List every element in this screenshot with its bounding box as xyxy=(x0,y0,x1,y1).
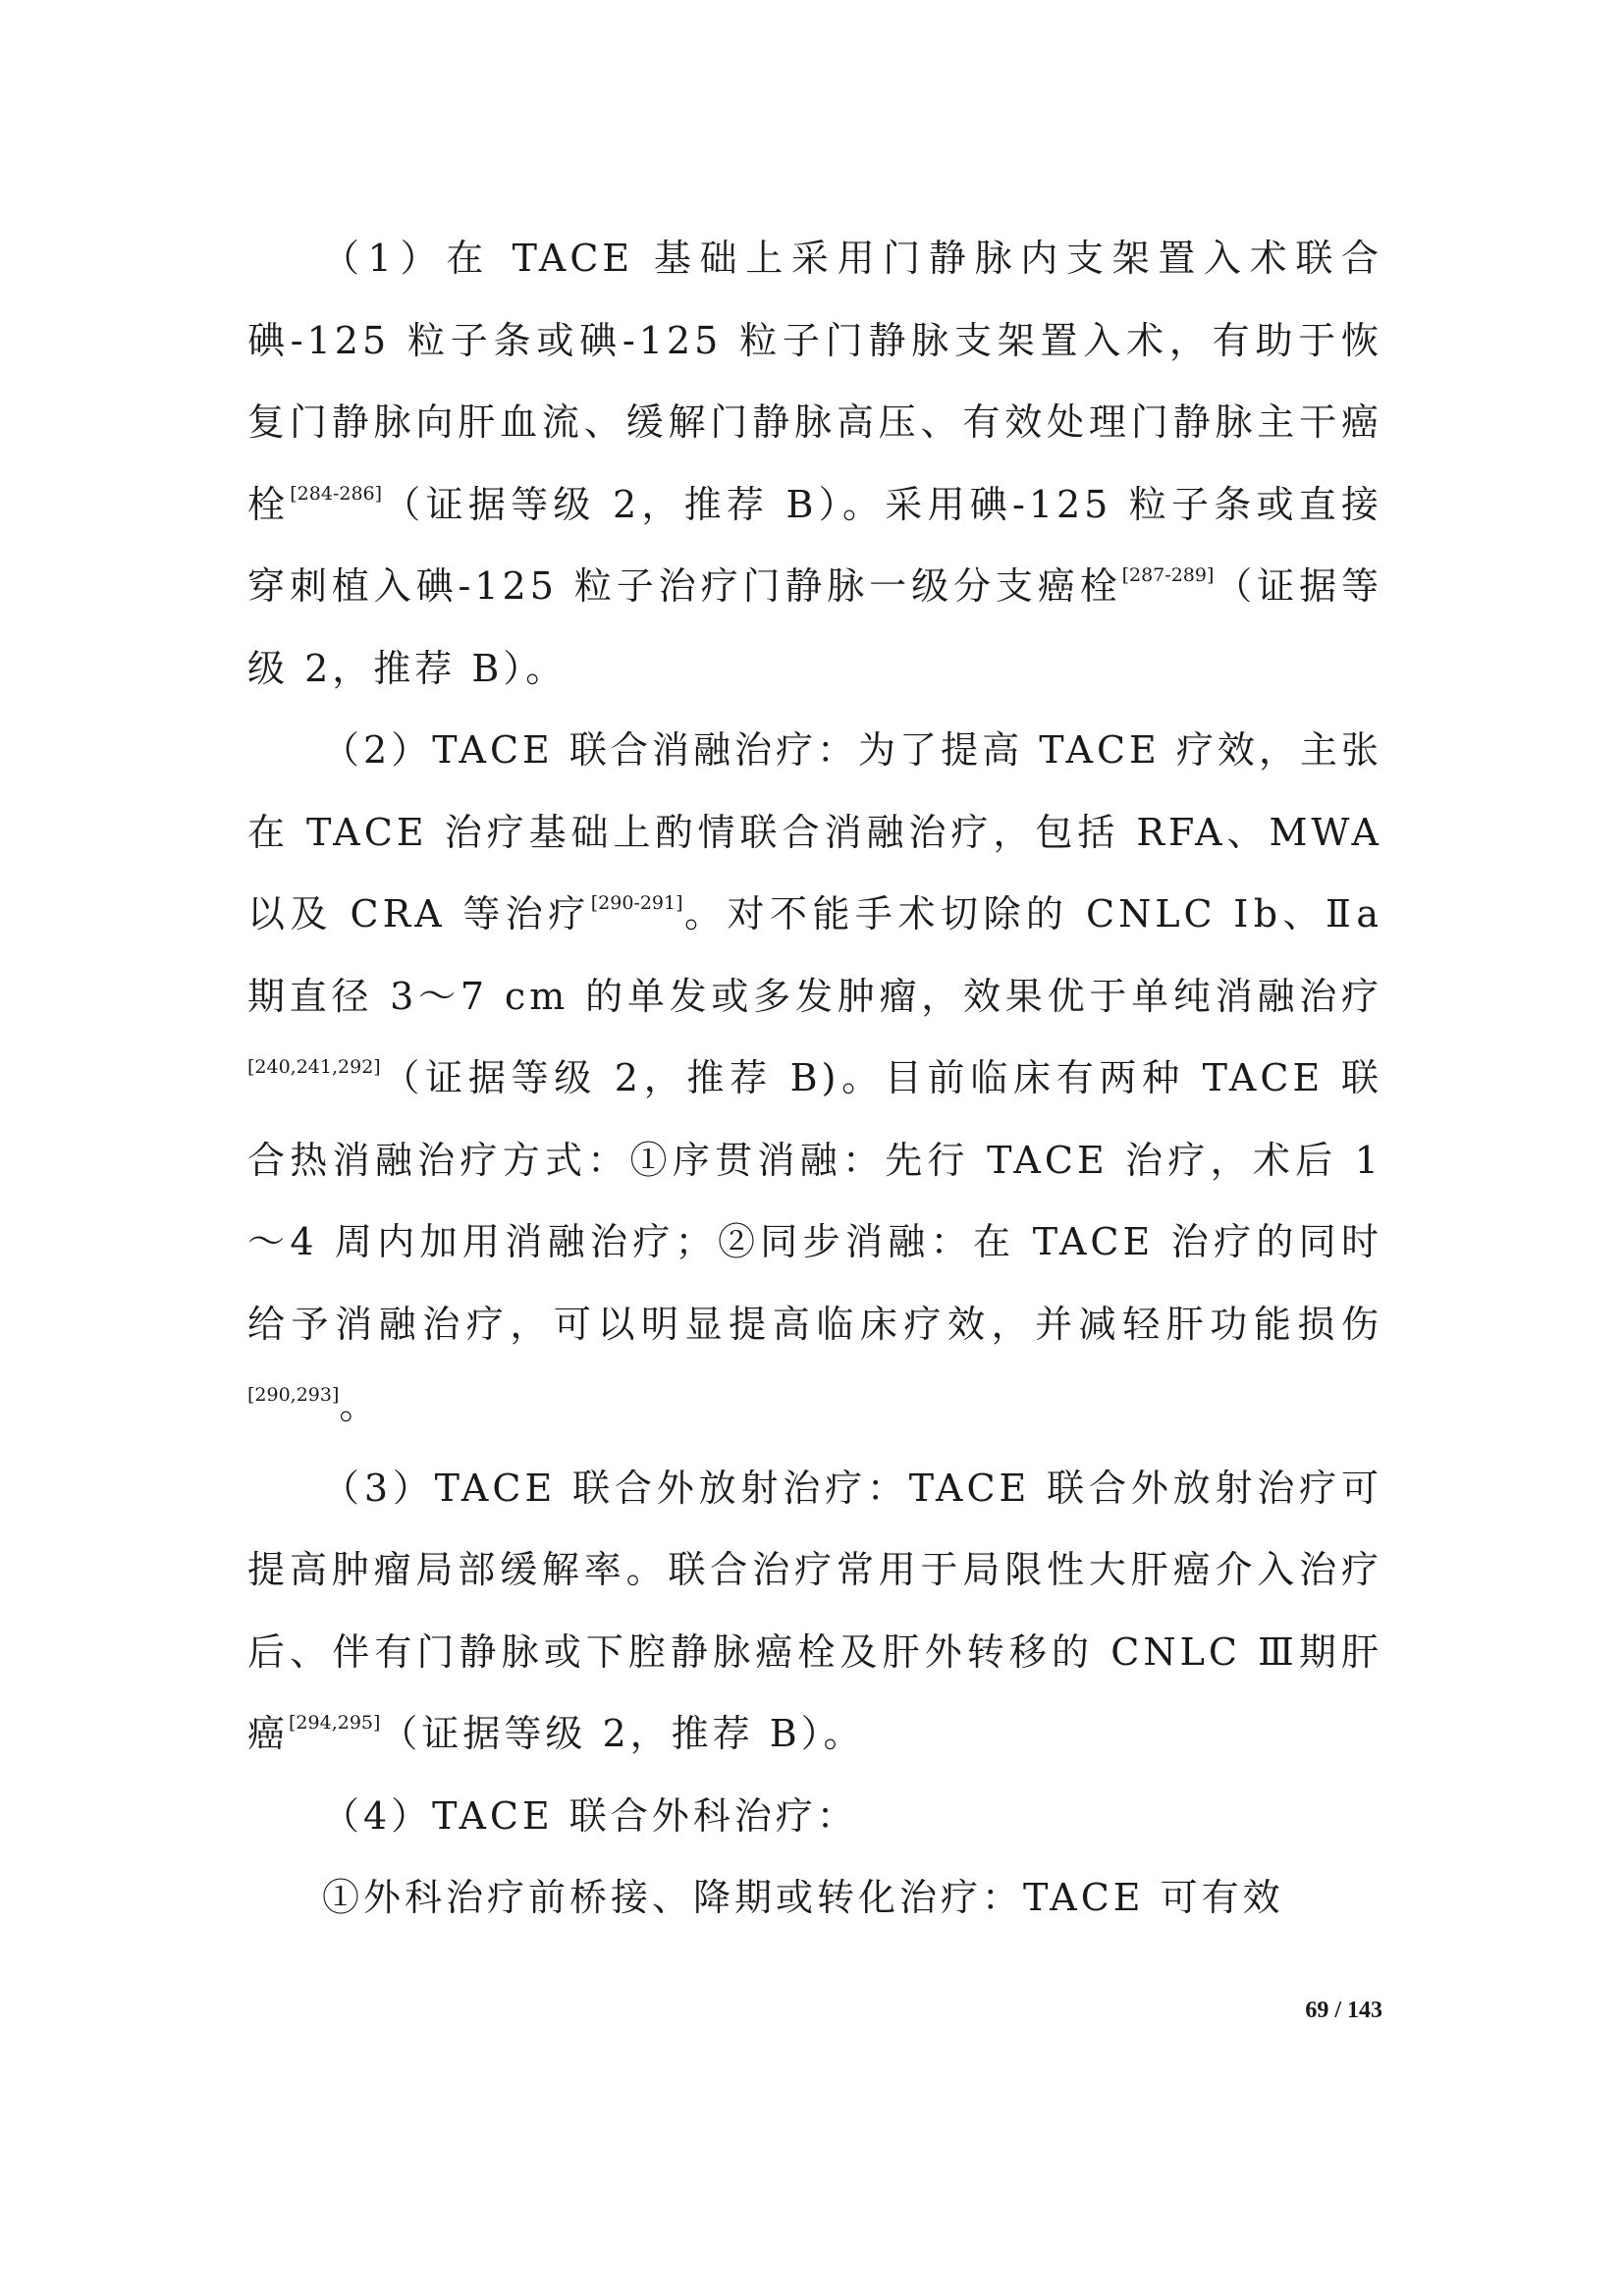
paragraph xyxy=(247,1776,1382,1858)
paragraph-text: 。对不能手术切除的 CNLC Ⅰb、Ⅱa 期直径 3～7 cm 的单发或多发肿瘤，效果优于单纯消融治疗 xyxy=(247,892,1382,1018)
citation-ref: [240,241,292] xyxy=(247,1056,381,1078)
document-body xyxy=(247,218,1382,1940)
paragraph-text: （证据等级 2，推荐 B)。目前临床有两种 TACE 联合热消融治疗方式：①序贯消融：先行 TACE 治疗，术后 1～4 周内加用消融治疗；②同步消融：在 TACE 治疗的同时给予消融治疗，可以明显提高临床疗效，并减轻肝功能损伤 xyxy=(247,1056,1382,1346)
paragraph-text: （证据等级 2，推荐 B）。采用碘-125 粒子条或直接穿刺植入碘-125 粒子治疗门静脉一级分支癌栓 xyxy=(247,482,1382,608)
paragraph xyxy=(247,710,1382,1448)
citation-ref: [294,295] xyxy=(289,1712,381,1734)
citation-ref: [287-289] xyxy=(1121,564,1215,586)
paragraph xyxy=(247,218,1382,710)
citation-ref: [290-291] xyxy=(590,892,683,914)
citation-ref: [284-286] xyxy=(290,482,383,505)
paragraph-text: （证据等级 2，推荐 B）。 xyxy=(380,1712,865,1755)
paragraph-text: （4）TACE 联合外科治疗： xyxy=(322,1793,858,1838)
paragraph-text: （1）在 TACE 基础上采用门静脉内支架置入术联合碘-125 粒子条或碘-125 粒子门静脉支架置入术，有助于恢复门静脉向肝血流、缓解门静脉高压、有效处理门静脉主干癌栓 xyxy=(247,237,1382,526)
paragraph-text: （3）TACE 联合外放射治疗：TACE 联合外放射治疗可提高肿瘤局部缓解率。联合治疗常用于局限性大肝癌介入治疗后、伴有门静脉或下腔静脉癌栓及肝外转移的 CNLC Ⅲ期肝癌 xyxy=(247,1466,1382,1755)
paragraph-text: 。 xyxy=(339,1384,381,1427)
paragraph-text: （证据等级 2，推荐 B）。 xyxy=(247,564,1382,690)
citation-ref: [290,293] xyxy=(247,1384,340,1406)
paragraph-text: （2）TACE 联合消融治疗：为了提高 TACE 疗效，主张在 TACE 治疗基础上酌情联合消融治疗，包括 RFA、MWA 以及 CRA 等治疗 xyxy=(247,728,1382,935)
paragraph xyxy=(247,1857,1382,1940)
paragraph xyxy=(247,1448,1382,1776)
paragraph-text: ①外科治疗前桥接、降期或转化治疗：TACE 可有效 xyxy=(322,1876,1284,1919)
page-number: 69 / 143 xyxy=(1305,1998,1382,2023)
